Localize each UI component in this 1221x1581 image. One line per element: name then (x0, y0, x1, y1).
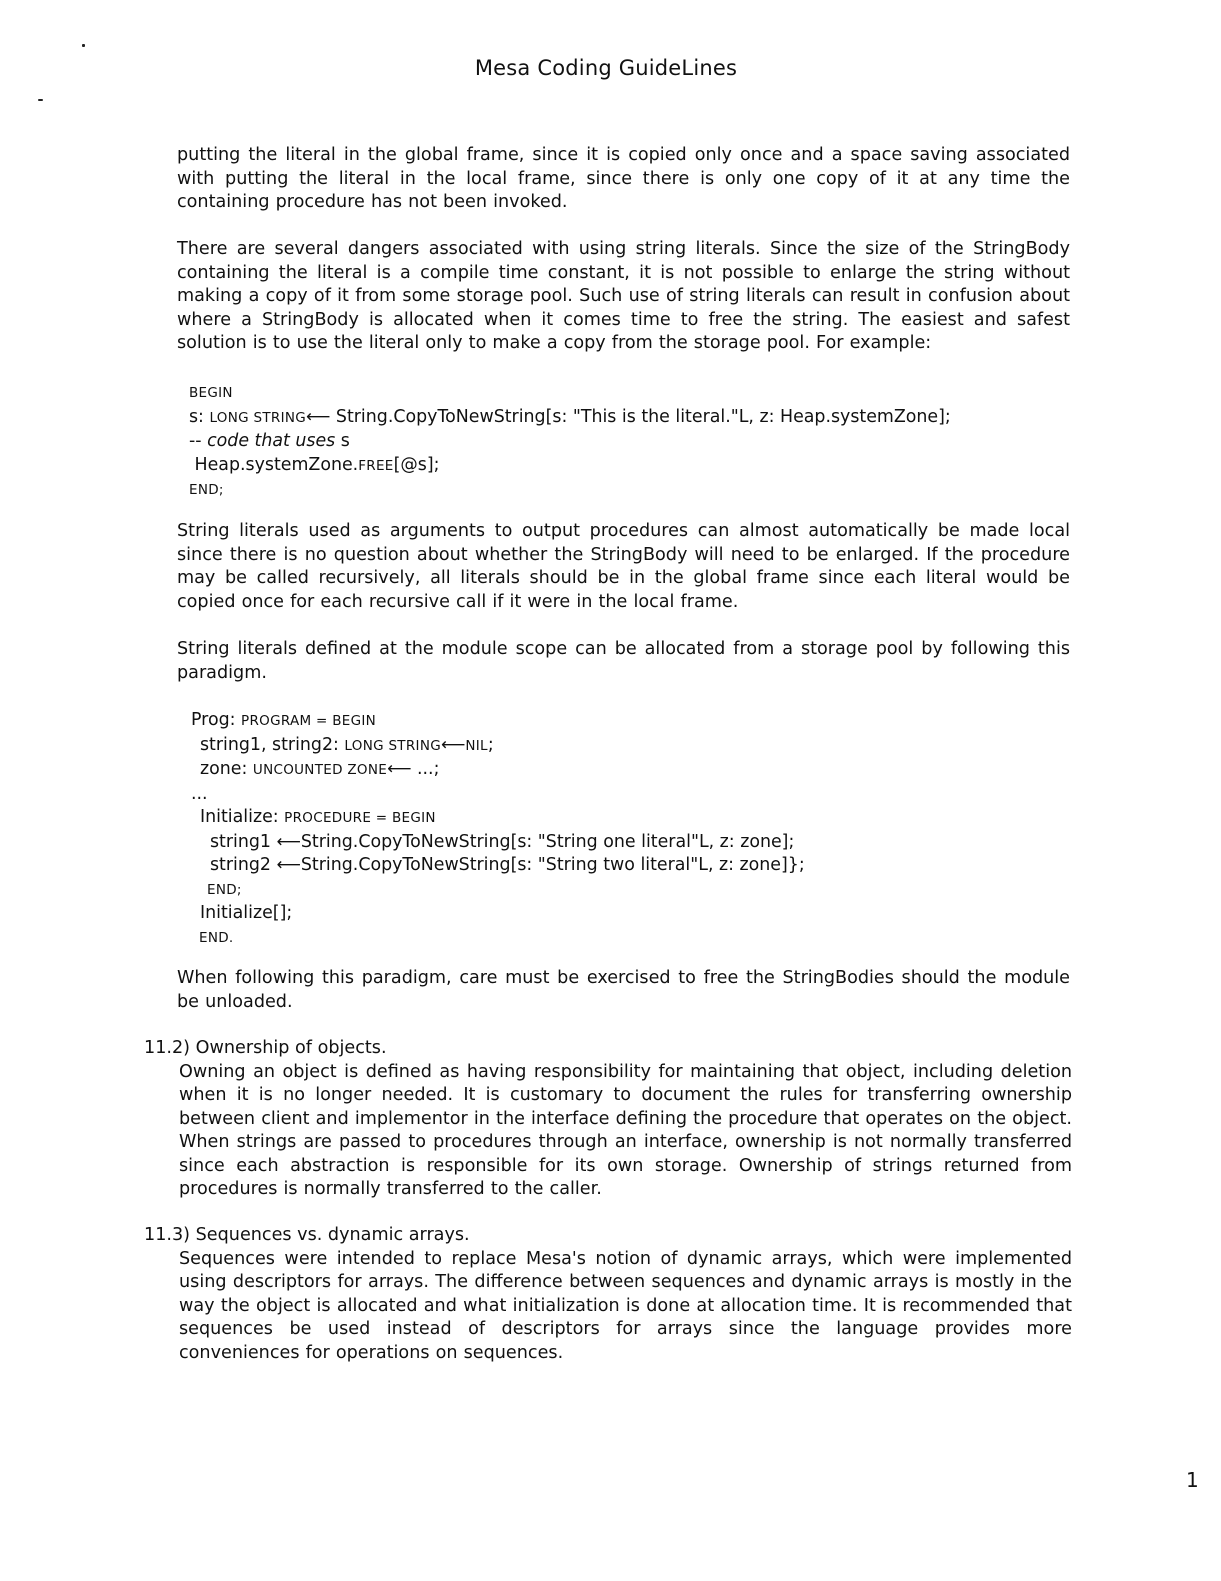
section-heading: 11.3) Sequences vs. dynamic arrays. (144, 1225, 470, 1245)
code-line (189, 478, 951, 503)
code-line (189, 381, 951, 406)
code-text: s (335, 431, 350, 451)
paragraph-string-literal-dangers: There are several dangers associated with using string literals. Since the size of the StringBody containing the literal is a compile time constant, it is not possible to enlarge the string without making a copy of it from some storage pool. Such use of string literals can result in confusion about where a StringBody is allocated when it comes time to free the string. The easiest and safest solution is to use the literal only to make a copy from the storage pool. For example: (177, 239, 1070, 353)
page-header-title: Mesa Coding GuideLines (474, 56, 738, 80)
code-text: ... (191, 783, 208, 804)
keyword: UNCOUNTED ZONE (252, 762, 388, 778)
keyword: BEGIN (189, 385, 233, 401)
code-line (191, 734, 805, 759)
keyword: PROCEDURE = BEGIN (284, 810, 436, 826)
code-text: zone: (200, 759, 253, 779)
section-ownership (144, 1037, 1072, 1202)
code-line (189, 454, 951, 479)
page-number: 1 (1186, 1468, 1199, 1492)
keyword: END; (207, 881, 242, 898)
code-line (189, 406, 951, 431)
code-line (191, 926, 805, 951)
keyword: LONG STRING (344, 737, 441, 754)
code-text: string2 (210, 855, 277, 875)
scan-speck (38, 99, 43, 101)
code-line (189, 430, 951, 454)
section-body: Owning an object is defined as having responsibility for maintaining that object, including deletion when it is no longer needed. It is customary to document the rules for transferring ownership between client and implementor in the interface defining the procedure that operates on the object. When strings are passed to procedures through an interface, ownership is not normally transferred since each abstraction is responsible for its own storage. Ownership of strings returned from procedures is normally transferred to the caller. (179, 1061, 1072, 1199)
assign-arrow-icon: ⟵ (276, 831, 301, 852)
keyword: END; (189, 482, 224, 498)
code-line (191, 783, 805, 807)
code-text: String.CopyToNewString[s: "String one literal"L, z: zone]; (300, 831, 795, 852)
code-line (191, 709, 805, 734)
section-heading: 11.2) Ownership of objects. (144, 1038, 387, 1058)
keyword: END. (199, 929, 234, 946)
code-text: Initialize[]; (200, 903, 293, 923)
code-example-copy-literal (189, 381, 951, 503)
keyword: NIL (465, 737, 488, 754)
keyword: PROGRAM = BEGIN (241, 713, 377, 729)
assign-arrow-icon: ⟵ (306, 406, 331, 427)
code-text: -- (189, 431, 208, 451)
code-text: String.CopyToNewString[s: "This is the literal."L, z: Heap.systemZone]; (330, 406, 951, 427)
code-line (191, 806, 805, 831)
code-text: ...; (411, 759, 440, 779)
assign-arrow-icon: ⟵ (440, 734, 466, 755)
paragraph-module-scope: String literals defined at the module scope can be allocated from a storage pool by following this paradigm. (177, 639, 1070, 683)
code-line (191, 854, 805, 878)
code-example-paradigm (191, 709, 805, 950)
code-line (191, 831, 805, 855)
code-text: [@s]; (393, 454, 440, 475)
paragraph-literal-frame: putting the literal in the global frame, since it is copied only once and a space saving associated with putting the literal in the local frame, since there is only one copy of it at any time the containing procedure has not been invoked. (177, 145, 1070, 212)
assign-arrow-icon: ⟵ (387, 759, 412, 779)
code-line (191, 878, 805, 903)
code-text: Heap.systemZone. (189, 454, 359, 475)
paragraph-paradigm-caution: When following this paradigm, care must be exercised to free the StringBodies should the module be unloaded. (177, 968, 1070, 1012)
code-line (191, 758, 805, 783)
assign-arrow-icon: ⟵ (276, 855, 301, 875)
code-text: String.CopyToNewString[s: "String two literal"L, z: zone]}; (300, 855, 805, 875)
code-text: string1 (210, 831, 277, 852)
paragraph-output-procedures: String literals used as arguments to output procedures can almost automatically be made local since there is no question about whether the StringBody will need to be enlarged. If the procedure may be called recursively, all literals should be in the global frame since each literal would be copied once for each recursive call if it were in the local frame. (177, 521, 1070, 612)
keyword: FREE (358, 457, 394, 474)
code-text: s: (189, 406, 210, 427)
section-body: Sequences were intended to replace Mesa's notion of dynamic arrays, which were implemented using descriptors for arrays. The difference between sequences and dynamic arrays is mostly in the way the object is allocated and what initialization is done at allocation time. It is recommended that sequences be used instead of descriptors for arrays since the language provides more conveniences for operations on sequences. (179, 1248, 1072, 1363)
keyword: LONG STRING (209, 409, 307, 426)
code-line (191, 902, 805, 926)
code-text: Prog: (191, 710, 242, 730)
section-sequences (144, 1224, 1072, 1365)
code-text: ; (487, 734, 494, 755)
code-text: string1, string2: (200, 734, 345, 755)
code-comment: code that uses (207, 431, 336, 451)
code-text: Initialize: (200, 807, 285, 827)
scan-speck (82, 44, 85, 47)
